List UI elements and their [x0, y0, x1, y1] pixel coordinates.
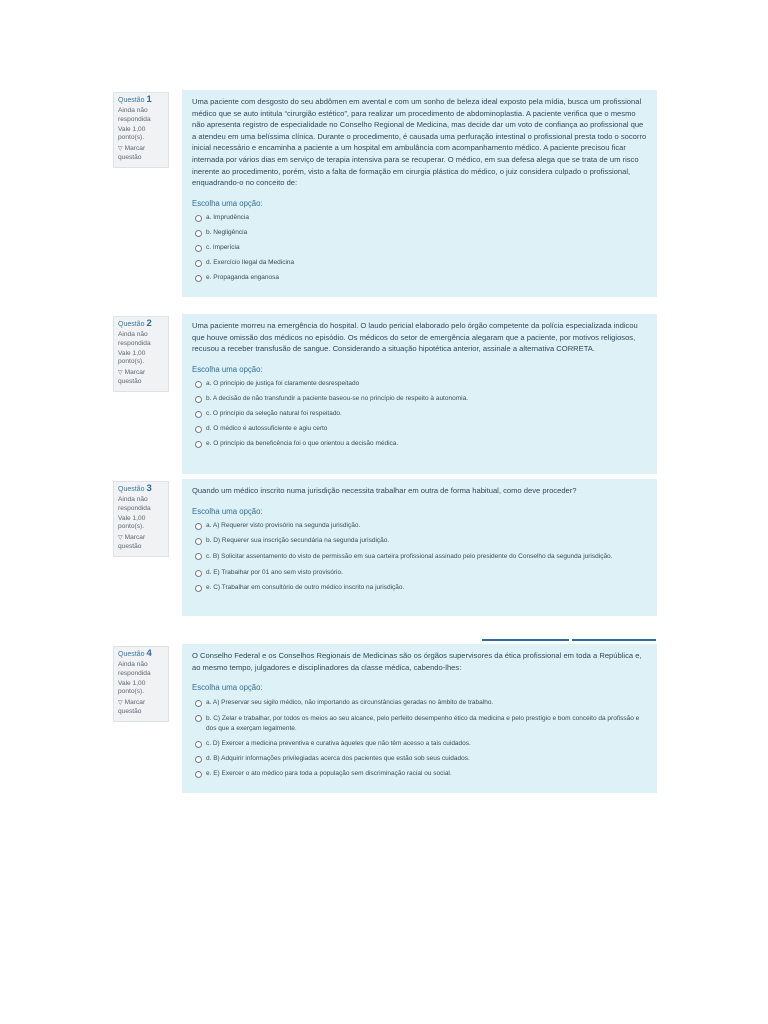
question-content — [182, 479, 657, 616]
question-info — [113, 646, 169, 722]
flag-icon: ▽ — [118, 370, 123, 377]
answer-prompt: Escolha uma opção: — [192, 364, 263, 374]
question-number: Questão 1 — [118, 94, 152, 105]
answer-option-b[interactable]: b. A decisão de não transfundir a paciente baseou-se no princípio de respeito à autonomia. — [192, 395, 647, 404]
question-number: Questão 4 — [118, 648, 152, 659]
radio-button[interactable] — [195, 756, 202, 763]
answer-prompt: Escolha uma opção: — [192, 683, 263, 693]
answer-option-d[interactable]: d. B) Adquirir informações privilegiadas acerca dos pacientes que estão sob seus cuidados. — [192, 755, 647, 764]
radio-button[interactable] — [195, 396, 202, 403]
answer-option-e[interactable]: e. C) Trabalhar em consultório de outro médico inscrito na jurisdição. — [192, 584, 647, 593]
radio-button[interactable] — [195, 585, 202, 592]
answer-option-d[interactable]: d. O médico é autossuficiente e agiu certo — [192, 425, 647, 434]
question-score: Vale 1,00 ponto(s). — [118, 679, 146, 696]
divider-line — [482, 639, 569, 641]
radio-button[interactable] — [195, 245, 202, 252]
radio-button[interactable] — [195, 570, 202, 577]
flag-icon: ▽ — [118, 146, 123, 153]
question-score: Vale 1,00 ponto(s). — [118, 514, 146, 531]
answer-option-e[interactable]: e. Propaganda enganosa — [192, 274, 647, 283]
answer-option-c[interactable]: c. B) Solicitar assentamento do visto de permissão em sua carteira profissional assinado pelo presidente do Conselho da segunda jurisdição. — [192, 552, 647, 562]
question-content — [182, 644, 657, 793]
answer-option-b[interactable]: b. C) Zelar e trabalhar, por todos os meios ao seu alcance, pelo perfeito desempenho ético da medicina e pelo prestígio e bom conceito da profissão e dos que a exerçam legalmente. — [192, 714, 647, 734]
flag-question-link[interactable]: ▽ Marcar questão — [118, 369, 146, 385]
radio-button[interactable] — [195, 771, 202, 778]
radio-button[interactable] — [195, 700, 202, 707]
answer-option-a[interactable]: a. A) Requerer visto provisório na segunda jurisdição. — [192, 522, 647, 531]
answer-prompt: Escolha uma opção: — [192, 506, 263, 516]
divider-line — [572, 639, 656, 641]
question-score: Vale 1,00 ponto(s). — [118, 125, 146, 142]
answer-option-e[interactable]: e. O princípio da beneficência foi o que orientou a decisão médica. — [192, 440, 647, 449]
question-status: Ainda não respondida — [118, 331, 151, 347]
question-content — [182, 90, 657, 297]
question-text: Quando um médico inscrito numa jurisdição necessita trabalhar em outra de forma habitual, como deve proceder? — [192, 486, 577, 495]
question-number: Questão 2 — [118, 318, 152, 329]
flag-icon: ▽ — [118, 535, 123, 542]
question-text: O Conselho Federal e os Conselhos Regionais de Medicinas são os órgãos supervisores da ética profissional em toda a República e, ao mesmo tempo, julgadores e disciplinadores da classe médica, cabendo-lhes: — [192, 651, 642, 672]
radio-button[interactable] — [195, 741, 202, 748]
answer-option-c[interactable]: c. D) Exercer a medicina preventiva e curativa àqueles que não têm acesso a tais cuidados. — [192, 740, 647, 749]
radio-button[interactable] — [195, 230, 202, 237]
question-text: Uma paciente com desgosto do seu abdômen em avental e com um sonho de beleza ideal exposto pela mídia, busca um profissional médico que se auto intitula “cirurgião estético”, para realizar um procedimento de abdominoplastia. A paciente verifica que o mesmo não apresenta registro de especialidade no Conselho Regional de Medicina, mas decide dar um voto de confiança ao profissional que a atendeu em uma belíssima clínica. Durante o procedimento, é causada uma perfuração intestinal o profissional presta todo o socorro inicial necessário e encaminha a paciente a um hospital em ambulância com acompanhamento médico. A paciente precisou ficar internada por vários dias em serviço de terapia intensiva para se recuperar. O médico, em sua defesa alega que se trata de um risco inerente ao procedimento, porém, visto a falta de formação em cirurgia plástica do médico, o juiz considera culpado o profissional, enquadrando-o no conceito de: — [192, 97, 647, 188]
flag-question-link[interactable]: ▽ Marcar questão — [118, 145, 146, 161]
radio-button[interactable] — [195, 260, 202, 267]
question-info — [113, 92, 169, 168]
question-number: Questão 3 — [118, 483, 152, 494]
radio-button[interactable] — [195, 426, 202, 433]
answer-option-d[interactable]: d. E) Trabalhar por 01 ano sem visto provisório. — [192, 569, 647, 578]
question-info — [113, 481, 169, 557]
radio-button[interactable] — [195, 411, 202, 418]
answer-prompt: Escolha uma opção: — [192, 198, 263, 208]
radio-button[interactable] — [195, 523, 202, 530]
flag-question-link[interactable]: ▽ Marcar questão — [118, 699, 146, 715]
answer-option-d[interactable]: d. Exercício Ilegal da Medicina — [192, 259, 647, 268]
radio-button[interactable] — [195, 275, 202, 282]
question-score: Vale 1,00 ponto(s). — [118, 349, 146, 366]
radio-button[interactable] — [195, 381, 202, 388]
answer-option-e[interactable]: e. E) Exercer o ato médico para toda a população sem discriminação racial ou social. — [192, 770, 647, 779]
question-status: Ainda não respondida — [118, 496, 151, 512]
radio-button[interactable] — [195, 553, 202, 560]
question-status: Ainda não respondida — [118, 661, 151, 677]
answer-option-a[interactable]: a. Imprudência — [192, 214, 647, 223]
radio-button[interactable] — [195, 538, 202, 545]
radio-button[interactable] — [195, 715, 202, 722]
answer-option-c[interactable]: c. Imperícia — [192, 244, 647, 253]
question-text: Uma paciente morreu na emergência do hospital. O laudo pericial elaborado pelo órgão competente da polícia especializada indicou que houve omissão dos médicos no episódio. Os médicos do setor de emergência alegaram que a paciente, por motivos religiosos, recusou a receber transfusão de sangue. Considerando a situação hipotética anterior, assinale a alternativa CORRETA. — [192, 321, 638, 354]
answer-option-c[interactable]: c. O princípio da seleção natural foi respeitado. — [192, 410, 647, 419]
question-info — [113, 316, 169, 392]
question-status: Ainda não respondida — [118, 107, 151, 123]
answer-option-b[interactable]: b. Negligência — [192, 229, 647, 238]
radio-button[interactable] — [195, 441, 202, 448]
answer-option-a[interactable]: a. O princípio de justiça foi claramente desrespeitado — [192, 380, 647, 389]
flag-question-link[interactable]: ▽ Marcar questão — [118, 534, 146, 550]
answer-option-b[interactable]: b. D) Requerer sua inscrição secundária na segunda jurisdição. — [192, 537, 647, 546]
flag-icon: ▽ — [118, 700, 123, 707]
answer-option-a[interactable]: a. A) Preservar seu sigilo médico, não importando as circunstâncias geradas no âmbito de trabalho. — [192, 699, 647, 708]
radio-button[interactable] — [195, 215, 202, 222]
question-content — [182, 314, 657, 474]
